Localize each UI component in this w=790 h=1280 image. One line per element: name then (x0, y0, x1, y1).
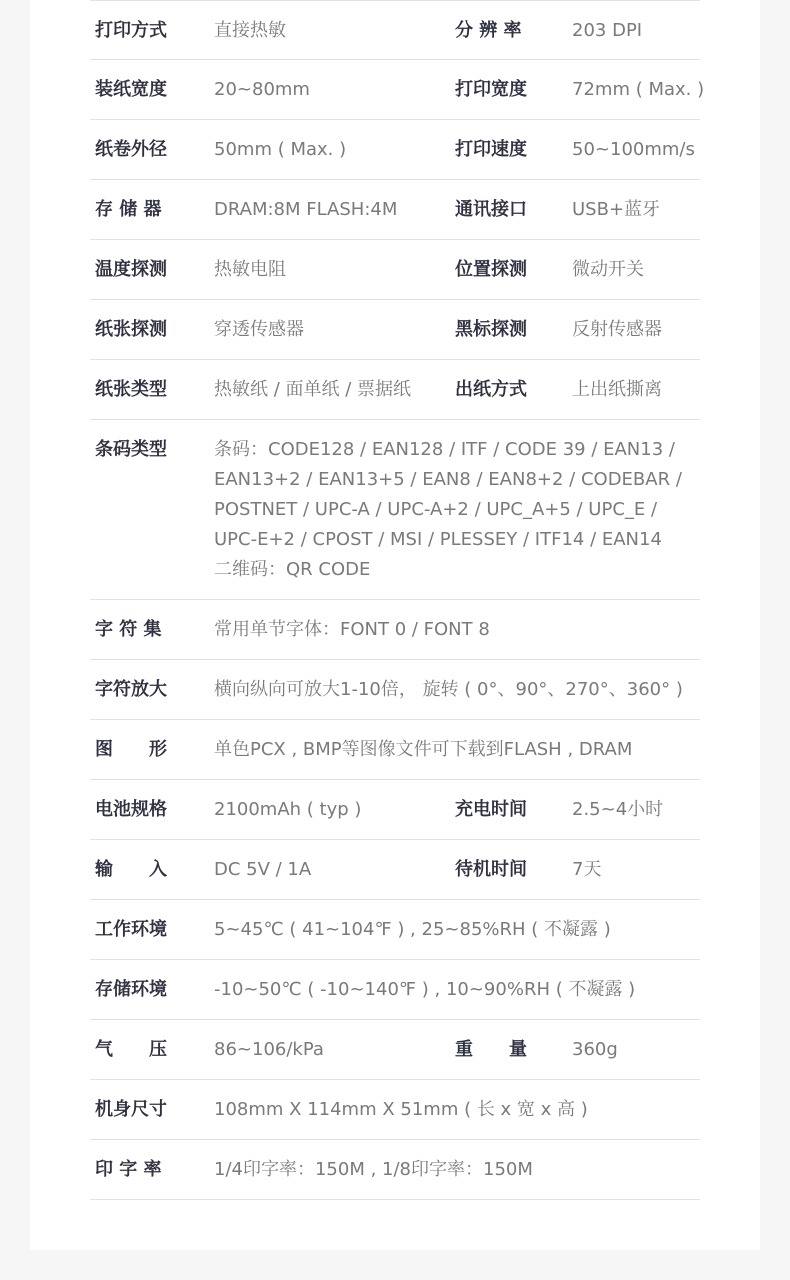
spec-label: 充电时间 (455, 799, 527, 820)
spec-label: 通讯接口 (455, 199, 527, 220)
spec-label: 输 入 (95, 859, 167, 880)
spec-value: 50~100mm/s (572, 139, 695, 160)
spec-value: 单色PCX , BMP等图像文件可下载到FLASH , DRAM (214, 739, 633, 760)
spec-value: 横向纵向可放大1-10倍， 旋转 ( 0°、90°、270°、360° ) (214, 679, 683, 700)
spec-label: 打印宽度 (455, 79, 527, 100)
spec-label: 分 辨 率 (455, 20, 522, 41)
barcode-line: POSTNET / UPC-A / UPC-A+2 / UPC_A+5 / UPC_E / (214, 499, 658, 520)
barcode-line: 条码：CODE128 / EAN128 / ITF / CODE 39 / EAN13 / (214, 439, 675, 460)
spec-value: -10~50℃ ( -10~140℉ ) , 10~90%RH ( 不凝露 ) (214, 979, 636, 1000)
spec-value: DC 5V / 1A (214, 859, 312, 880)
spec-value: 5~45℃ ( 41~104℉ ) , 25~85%RH ( 不凝露 ) (214, 919, 611, 940)
spec-row (90, 300, 700, 360)
spec-value: 2100mAh ( typ ) (214, 799, 362, 820)
spec-value: 上出纸撕离 (572, 379, 662, 400)
spec-label: 图 形 (95, 739, 167, 760)
spec-label: 存储环境 (95, 979, 167, 1000)
spec-row (90, 1080, 700, 1140)
spec-value: 直接热敏 (214, 20, 286, 41)
spec-label: 装纸宽度 (95, 79, 167, 100)
spec-label: 打印方式 (95, 20, 167, 41)
spec-label: 黑标探测 (455, 319, 527, 340)
spec-row (90, 240, 700, 300)
spec-value: 72mm ( Max. ) (572, 79, 705, 100)
spec-row (90, 180, 700, 240)
spec-row (90, 900, 700, 960)
spec-row (90, 780, 700, 840)
spec-label: 气 压 (95, 1039, 167, 1060)
spec-label: 机身尺寸 (95, 1099, 167, 1120)
spec-value: 20~80mm (214, 79, 310, 100)
spec-value: 微动开关 (572, 259, 644, 280)
spec-row (90, 840, 700, 900)
spec-label: 存 储 器 (95, 199, 162, 220)
spec-row-barcode (90, 420, 700, 600)
barcode-line: UPC-E+2 / CPOST / MSI / PLESSEY / ITF14 / EAN14 (214, 529, 662, 550)
spec-value: DRAM:8M FLASH:4M (214, 199, 398, 220)
spec-label: 字符放大 (95, 679, 167, 700)
spec-value: 热敏纸 / 面单纸 / 票据纸 (214, 379, 412, 400)
spec-row (90, 360, 700, 420)
spec-label: 纸张类型 (95, 379, 167, 400)
spec-row (90, 960, 700, 1020)
barcode-line: EAN13+2 / EAN13+5 / EAN8 / EAN8+2 / CODEBAR / (214, 469, 682, 490)
spec-value: 7天 (572, 859, 602, 880)
spec-value: 热敏电阻 (214, 259, 286, 280)
barcode-line: 二维码：QR CODE (214, 559, 371, 580)
spec-value: 108mm X 114mm X 51mm ( 长 x 宽 x 高 ) (214, 1099, 588, 1120)
spec-value: 203 DPI (572, 20, 643, 41)
spec-label: 出纸方式 (455, 379, 527, 400)
spec-label: 条码类型 (95, 439, 167, 460)
spec-label: 温度探测 (95, 259, 167, 280)
spec-value: 1/4印字率：150M , 1/8印字率：150M (214, 1159, 533, 1180)
spec-row (90, 660, 700, 720)
spec-label: 重 量 (455, 1039, 527, 1060)
spec-row (90, 1140, 700, 1200)
spec-value: USB+蓝牙 (572, 199, 661, 220)
spec-value: 反射传感器 (572, 319, 662, 340)
barcode-list (214, 435, 704, 585)
spec-label: 字 符 集 (95, 619, 162, 640)
spec-label: 纸卷外径 (95, 139, 167, 160)
spec-row (90, 720, 700, 780)
spec-value: 穿透传感器 (214, 319, 304, 340)
spec-value: 常用单节字体：FONT 0 / FONT 8 (214, 619, 490, 640)
spec-label: 印 字 率 (95, 1159, 162, 1180)
spec-label: 待机时间 (455, 859, 527, 880)
spec-row (90, 600, 700, 660)
spec-value: 50mm ( Max. ) (214, 139, 347, 160)
spec-label: 纸张探测 (95, 319, 167, 340)
spec-row (90, 60, 705, 120)
spec-label: 电池规格 (95, 799, 167, 820)
spec-row (90, 120, 700, 180)
spec-table (90, 0, 705, 1200)
spec-label: 工作环境 (95, 919, 167, 940)
spec-value: 360g (572, 1039, 618, 1060)
spec-value: 2.5~4小时 (572, 799, 664, 820)
spec-label: 位置探测 (455, 259, 527, 280)
spec-card (30, 0, 760, 1250)
spec-label: 打印速度 (455, 139, 527, 160)
spec-value: 86~106/kPa (214, 1039, 324, 1060)
spec-row (90, 0, 700, 60)
spec-row (90, 1020, 700, 1080)
